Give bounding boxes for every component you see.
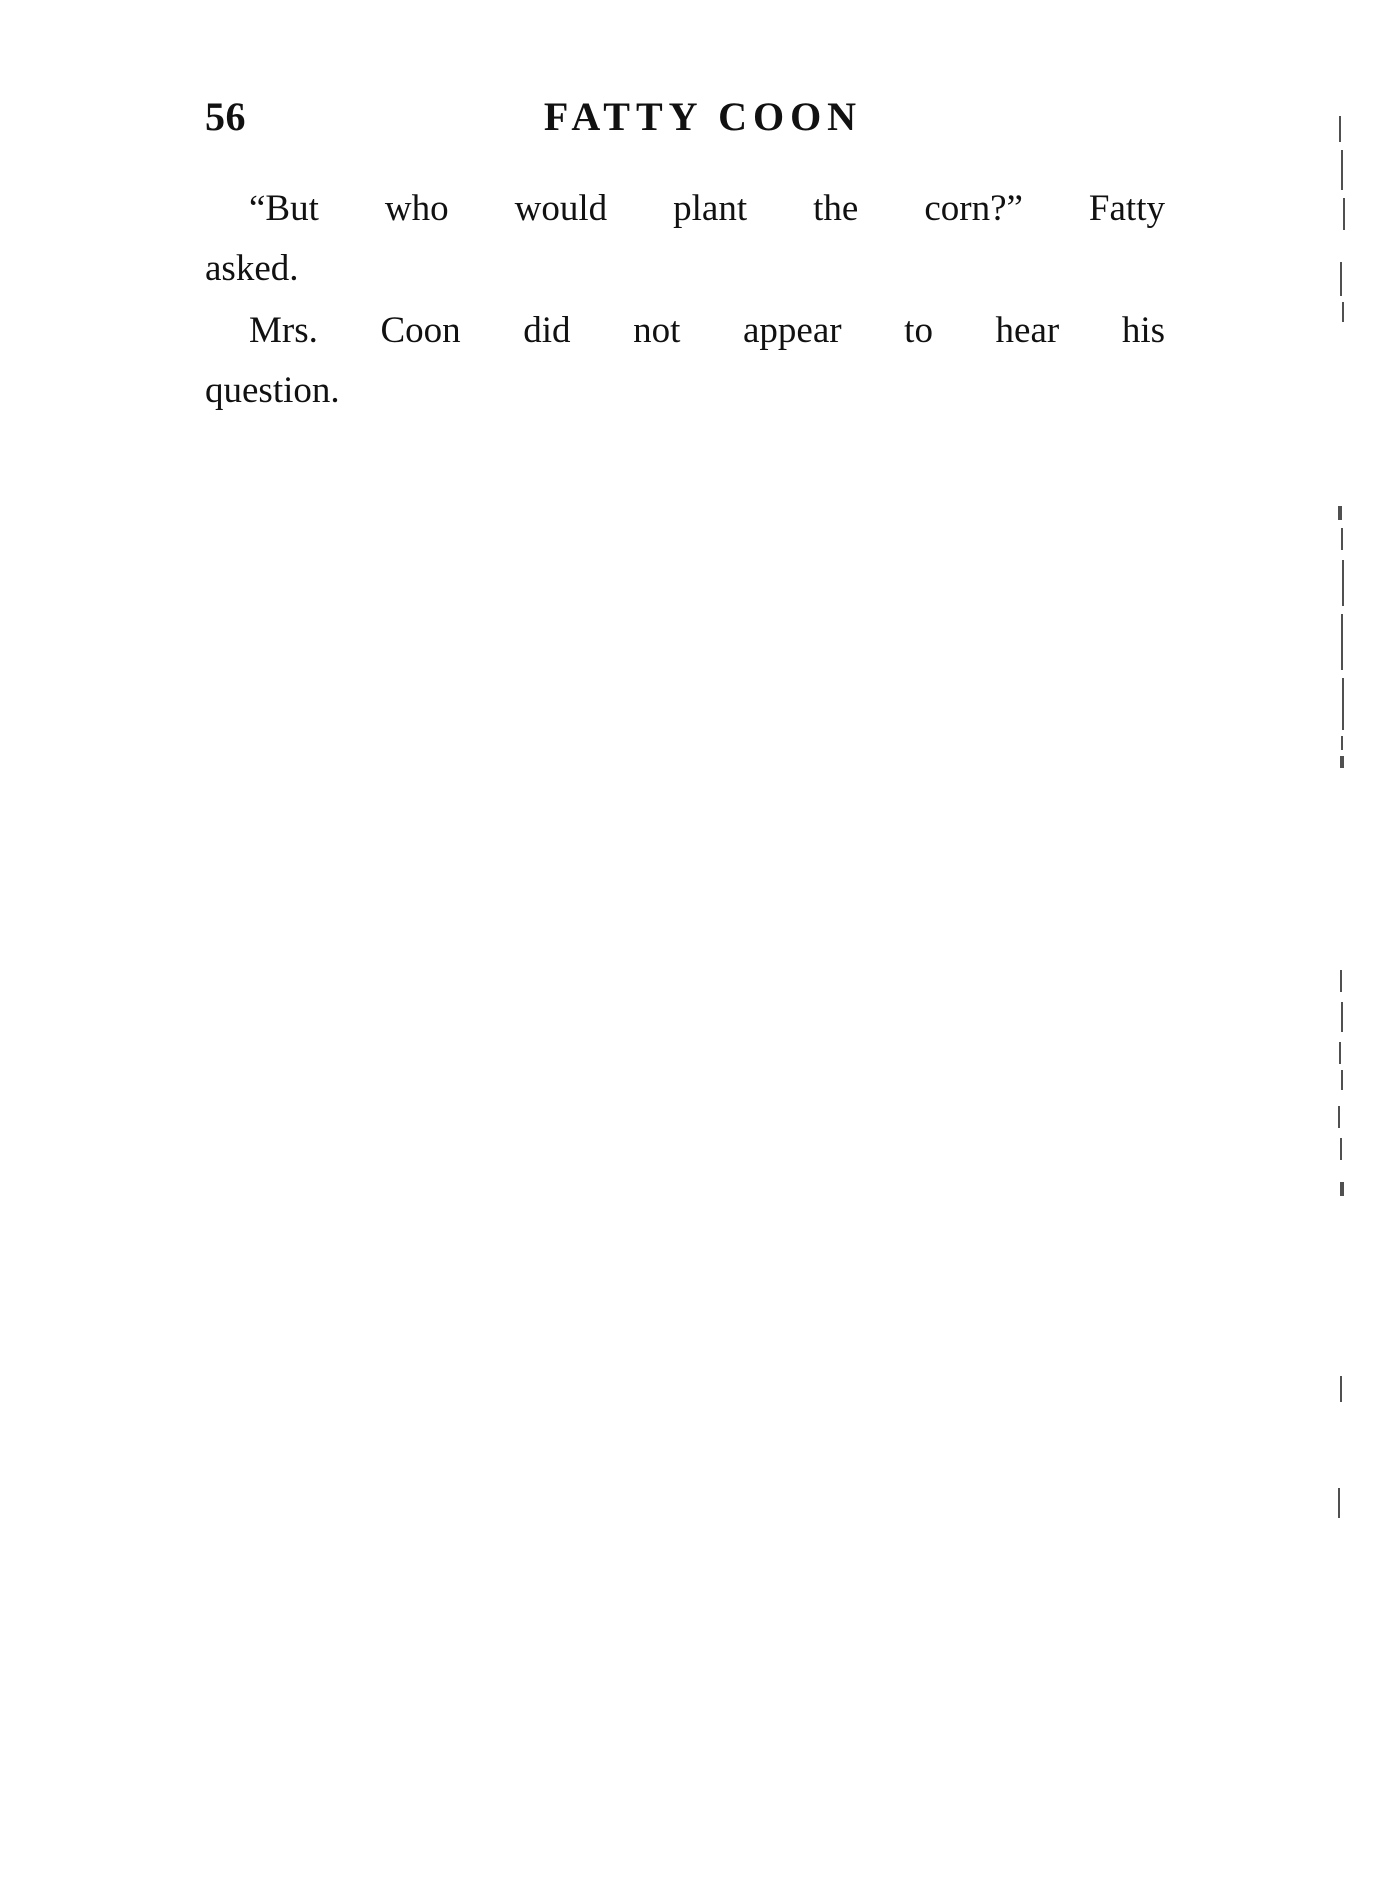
scan-artifact-mark xyxy=(1342,302,1344,322)
paragraph-2-line-2: question. xyxy=(205,369,340,411)
scan-artifact-mark xyxy=(1341,1002,1343,1032)
page-number: 56 xyxy=(205,94,246,139)
scan-artifact-mark xyxy=(1340,1182,1344,1196)
scan-artifact-mark xyxy=(1340,970,1342,992)
scan-artifact-mark xyxy=(1341,528,1343,550)
scan-artifact-mark xyxy=(1340,1138,1342,1160)
paragraph-1 xyxy=(205,179,1165,299)
running-head-title: FATTY COON xyxy=(543,94,863,139)
paragraph-2-line-1: Mrs. Coon did not appear to hear his xyxy=(249,309,1165,351)
scan-artifact-mark xyxy=(1338,1106,1340,1128)
scan-artifact-mark xyxy=(1341,614,1343,670)
scan-artifact-mark xyxy=(1338,506,1342,520)
scan-artifact-mark xyxy=(1338,1488,1340,1518)
scan-artifact-mark xyxy=(1341,150,1343,190)
paragraph-2 xyxy=(205,301,1165,421)
scan-artifact-mark xyxy=(1339,116,1341,142)
scan-artifact-mark xyxy=(1341,1070,1343,1090)
paragraph-1-line-1: “But who would plant the corn?” Fatty xyxy=(249,188,1165,229)
scan-artifact-mark xyxy=(1339,1042,1341,1064)
scan-artifact-mark xyxy=(1341,736,1343,750)
scan-artifact-mark xyxy=(1343,198,1345,230)
scan-artifact-mark xyxy=(1342,678,1344,730)
page-header xyxy=(205,85,1165,157)
page-text-block xyxy=(205,85,1165,423)
scan-artifact-mark xyxy=(1340,756,1344,768)
paragraph-1-line-2: asked. xyxy=(205,247,299,289)
scan-artifact-mark xyxy=(1342,560,1344,606)
scan-artifact-mark xyxy=(1340,1376,1342,1402)
scan-artifact-mark xyxy=(1340,262,1342,296)
